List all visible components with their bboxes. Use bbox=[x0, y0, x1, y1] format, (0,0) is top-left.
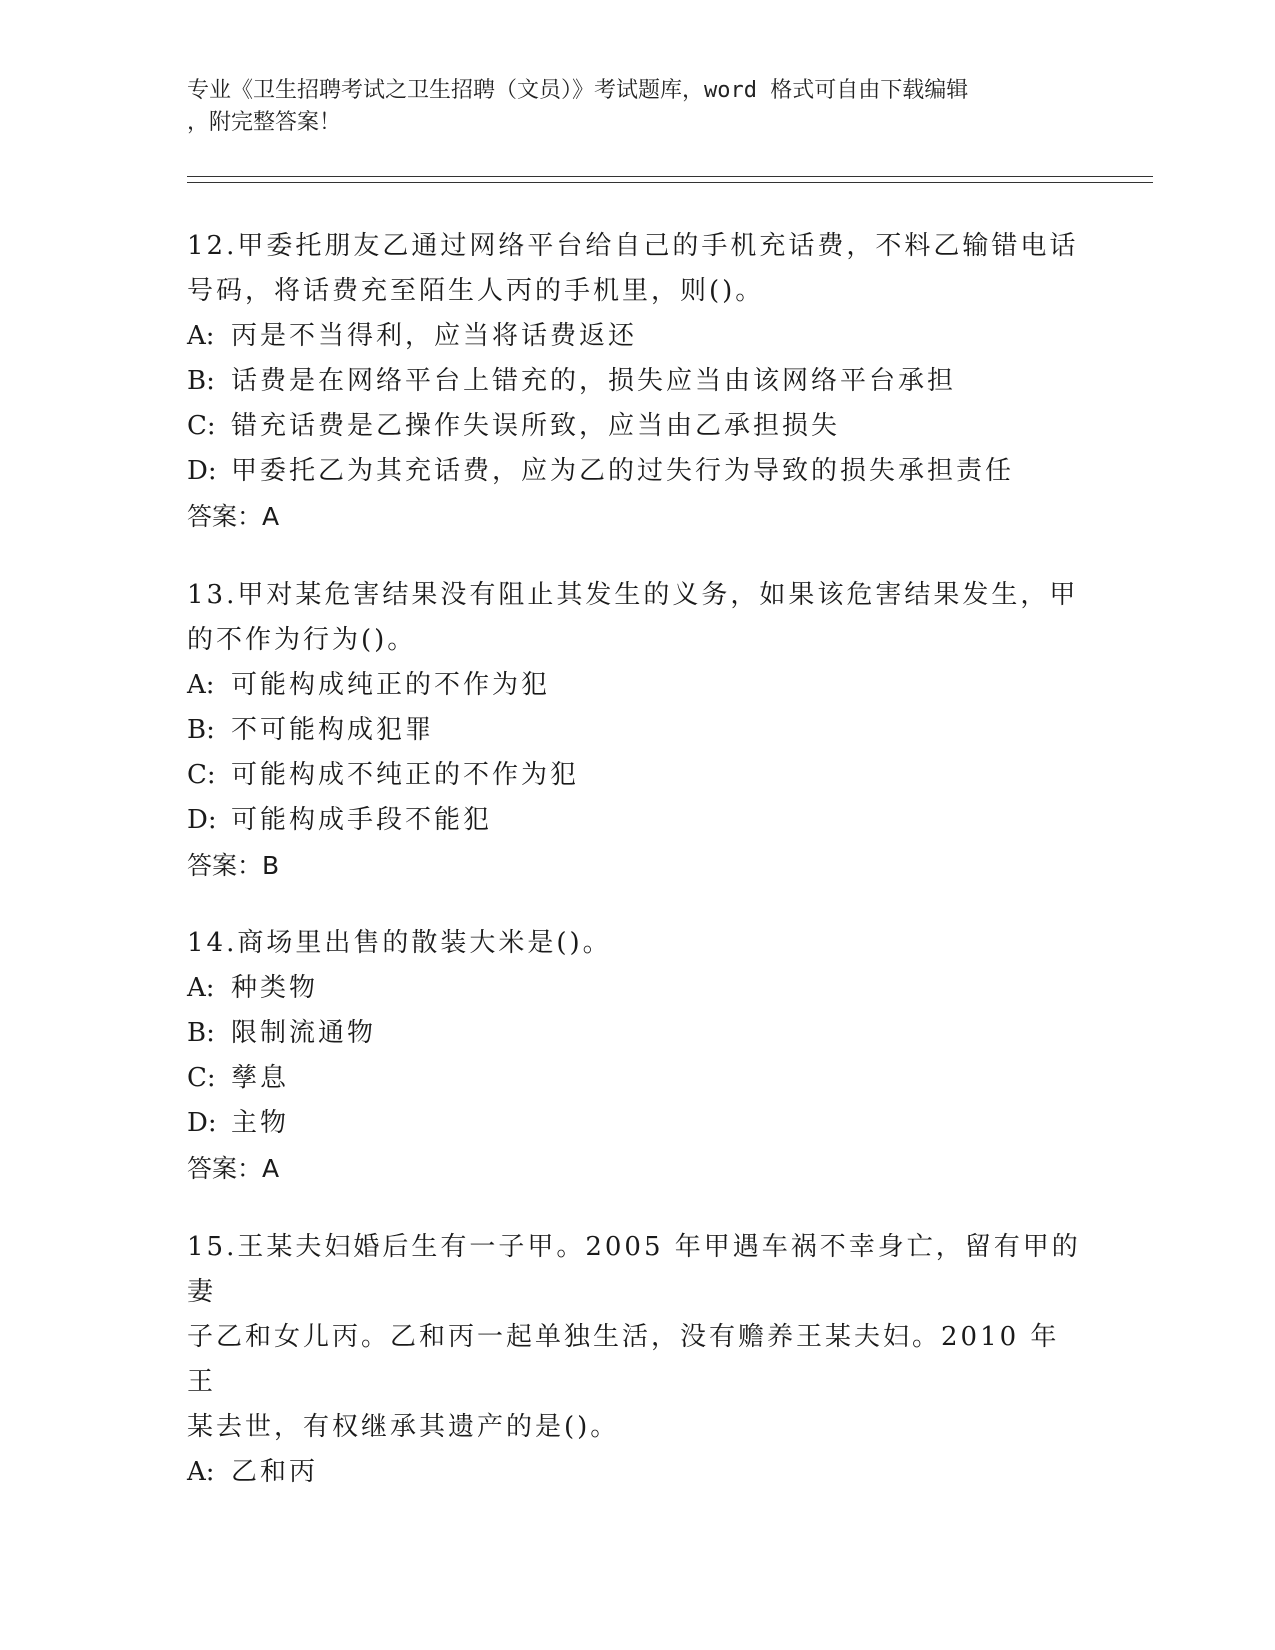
option-b bbox=[187, 708, 1087, 753]
option-key: C: bbox=[187, 760, 216, 790]
option-key: D: bbox=[187, 1108, 217, 1138]
option-text: 孳息 bbox=[231, 1063, 290, 1093]
header-line-1: 专业《卫生招聘考试之卫生招聘（文员）》考试题库，word 格式可自由下载编辑 bbox=[187, 78, 969, 103]
question-12 bbox=[187, 224, 1087, 539]
option-key: D: bbox=[187, 456, 217, 486]
option-text: 种类物 bbox=[231, 973, 319, 1003]
stem-line: 15.王某夫妇婚后生有一子甲。2005 年甲遇车祸不幸身亡，留有甲的妻 bbox=[187, 1232, 1081, 1307]
option-key: A: bbox=[187, 973, 215, 1003]
question-stem bbox=[187, 573, 1087, 663]
question-stem bbox=[187, 921, 1087, 966]
document-page bbox=[187, 0, 1147, 1650]
question-stem bbox=[187, 1225, 1087, 1450]
answer-line: 答案：B bbox=[187, 851, 280, 880]
header-rule-top bbox=[187, 176, 1153, 177]
stem-line: 号码，将话费充至陌生人丙的手机里，则()。 bbox=[187, 276, 765, 306]
stem-line: 13.甲对某危害结果没有阻止其发生的义务，如果该危害结果发生，甲 bbox=[187, 580, 1079, 610]
question-stem bbox=[187, 224, 1087, 314]
answer-line: 答案：A bbox=[187, 1154, 280, 1183]
option-d bbox=[187, 798, 1087, 843]
question-15 bbox=[187, 1225, 1087, 1495]
option-d bbox=[187, 449, 1087, 494]
stem-line: 某去世，有权继承其遗产的是()。 bbox=[187, 1412, 620, 1442]
answer-line: 答案：A bbox=[187, 502, 280, 531]
option-key: A: bbox=[187, 1457, 215, 1487]
option-key: B: bbox=[187, 715, 215, 745]
option-text: 主物 bbox=[231, 1108, 290, 1138]
option-key: A: bbox=[187, 321, 215, 351]
option-key: B: bbox=[187, 366, 215, 396]
option-b bbox=[187, 1011, 1087, 1056]
option-a bbox=[187, 966, 1087, 1011]
option-text: 话费是在网络平台上错充的，损失应当由该网络平台承担 bbox=[231, 366, 957, 396]
stem-line: 14.商场里出售的散装大米是()。 bbox=[187, 928, 612, 958]
stem-line: 子乙和女儿丙。乙和丙一起单独生活，没有赡养王某夫妇。2010 年王 bbox=[187, 1322, 1060, 1397]
option-b bbox=[187, 359, 1087, 404]
stem-line: 的不作为行为()。 bbox=[187, 625, 417, 655]
option-text: 丙是不当得利，应当将话费返还 bbox=[231, 321, 638, 351]
option-c bbox=[187, 753, 1087, 798]
option-a bbox=[187, 314, 1087, 359]
document-header bbox=[187, 75, 1087, 139]
option-key: C: bbox=[187, 411, 216, 441]
option-text: 错充话费是乙操作失误所致，应当由乙承担损失 bbox=[231, 411, 841, 441]
header-rule-bottom bbox=[187, 182, 1153, 183]
option-text: 可能构成不纯正的不作为犯 bbox=[231, 760, 580, 790]
question-14 bbox=[187, 921, 1087, 1191]
stem-line: 12.甲委托朋友乙通过网络平台给自己的手机充话费，不料乙输错电话 bbox=[187, 231, 1079, 261]
option-c bbox=[187, 404, 1087, 449]
option-a bbox=[187, 663, 1087, 708]
option-text: 可能构成纯正的不作为犯 bbox=[231, 670, 551, 700]
option-key: C: bbox=[187, 1063, 216, 1093]
option-key: D: bbox=[187, 805, 217, 835]
option-text: 乙和丙 bbox=[231, 1457, 319, 1487]
option-key: B: bbox=[187, 1018, 215, 1048]
option-text: 甲委托乙为其充话费，应为乙的过失行为导致的损失承担责任 bbox=[231, 456, 1015, 486]
option-text: 限制流通物 bbox=[231, 1018, 377, 1048]
option-key: A: bbox=[187, 670, 215, 700]
option-c bbox=[187, 1056, 1087, 1101]
option-text: 不可能构成犯罪 bbox=[231, 715, 435, 745]
option-a bbox=[187, 1450, 1087, 1495]
question-13 bbox=[187, 573, 1087, 888]
option-d bbox=[187, 1101, 1087, 1146]
header-line-2: ，附完整答案！ bbox=[187, 110, 342, 135]
option-text: 可能构成手段不能犯 bbox=[231, 805, 493, 835]
